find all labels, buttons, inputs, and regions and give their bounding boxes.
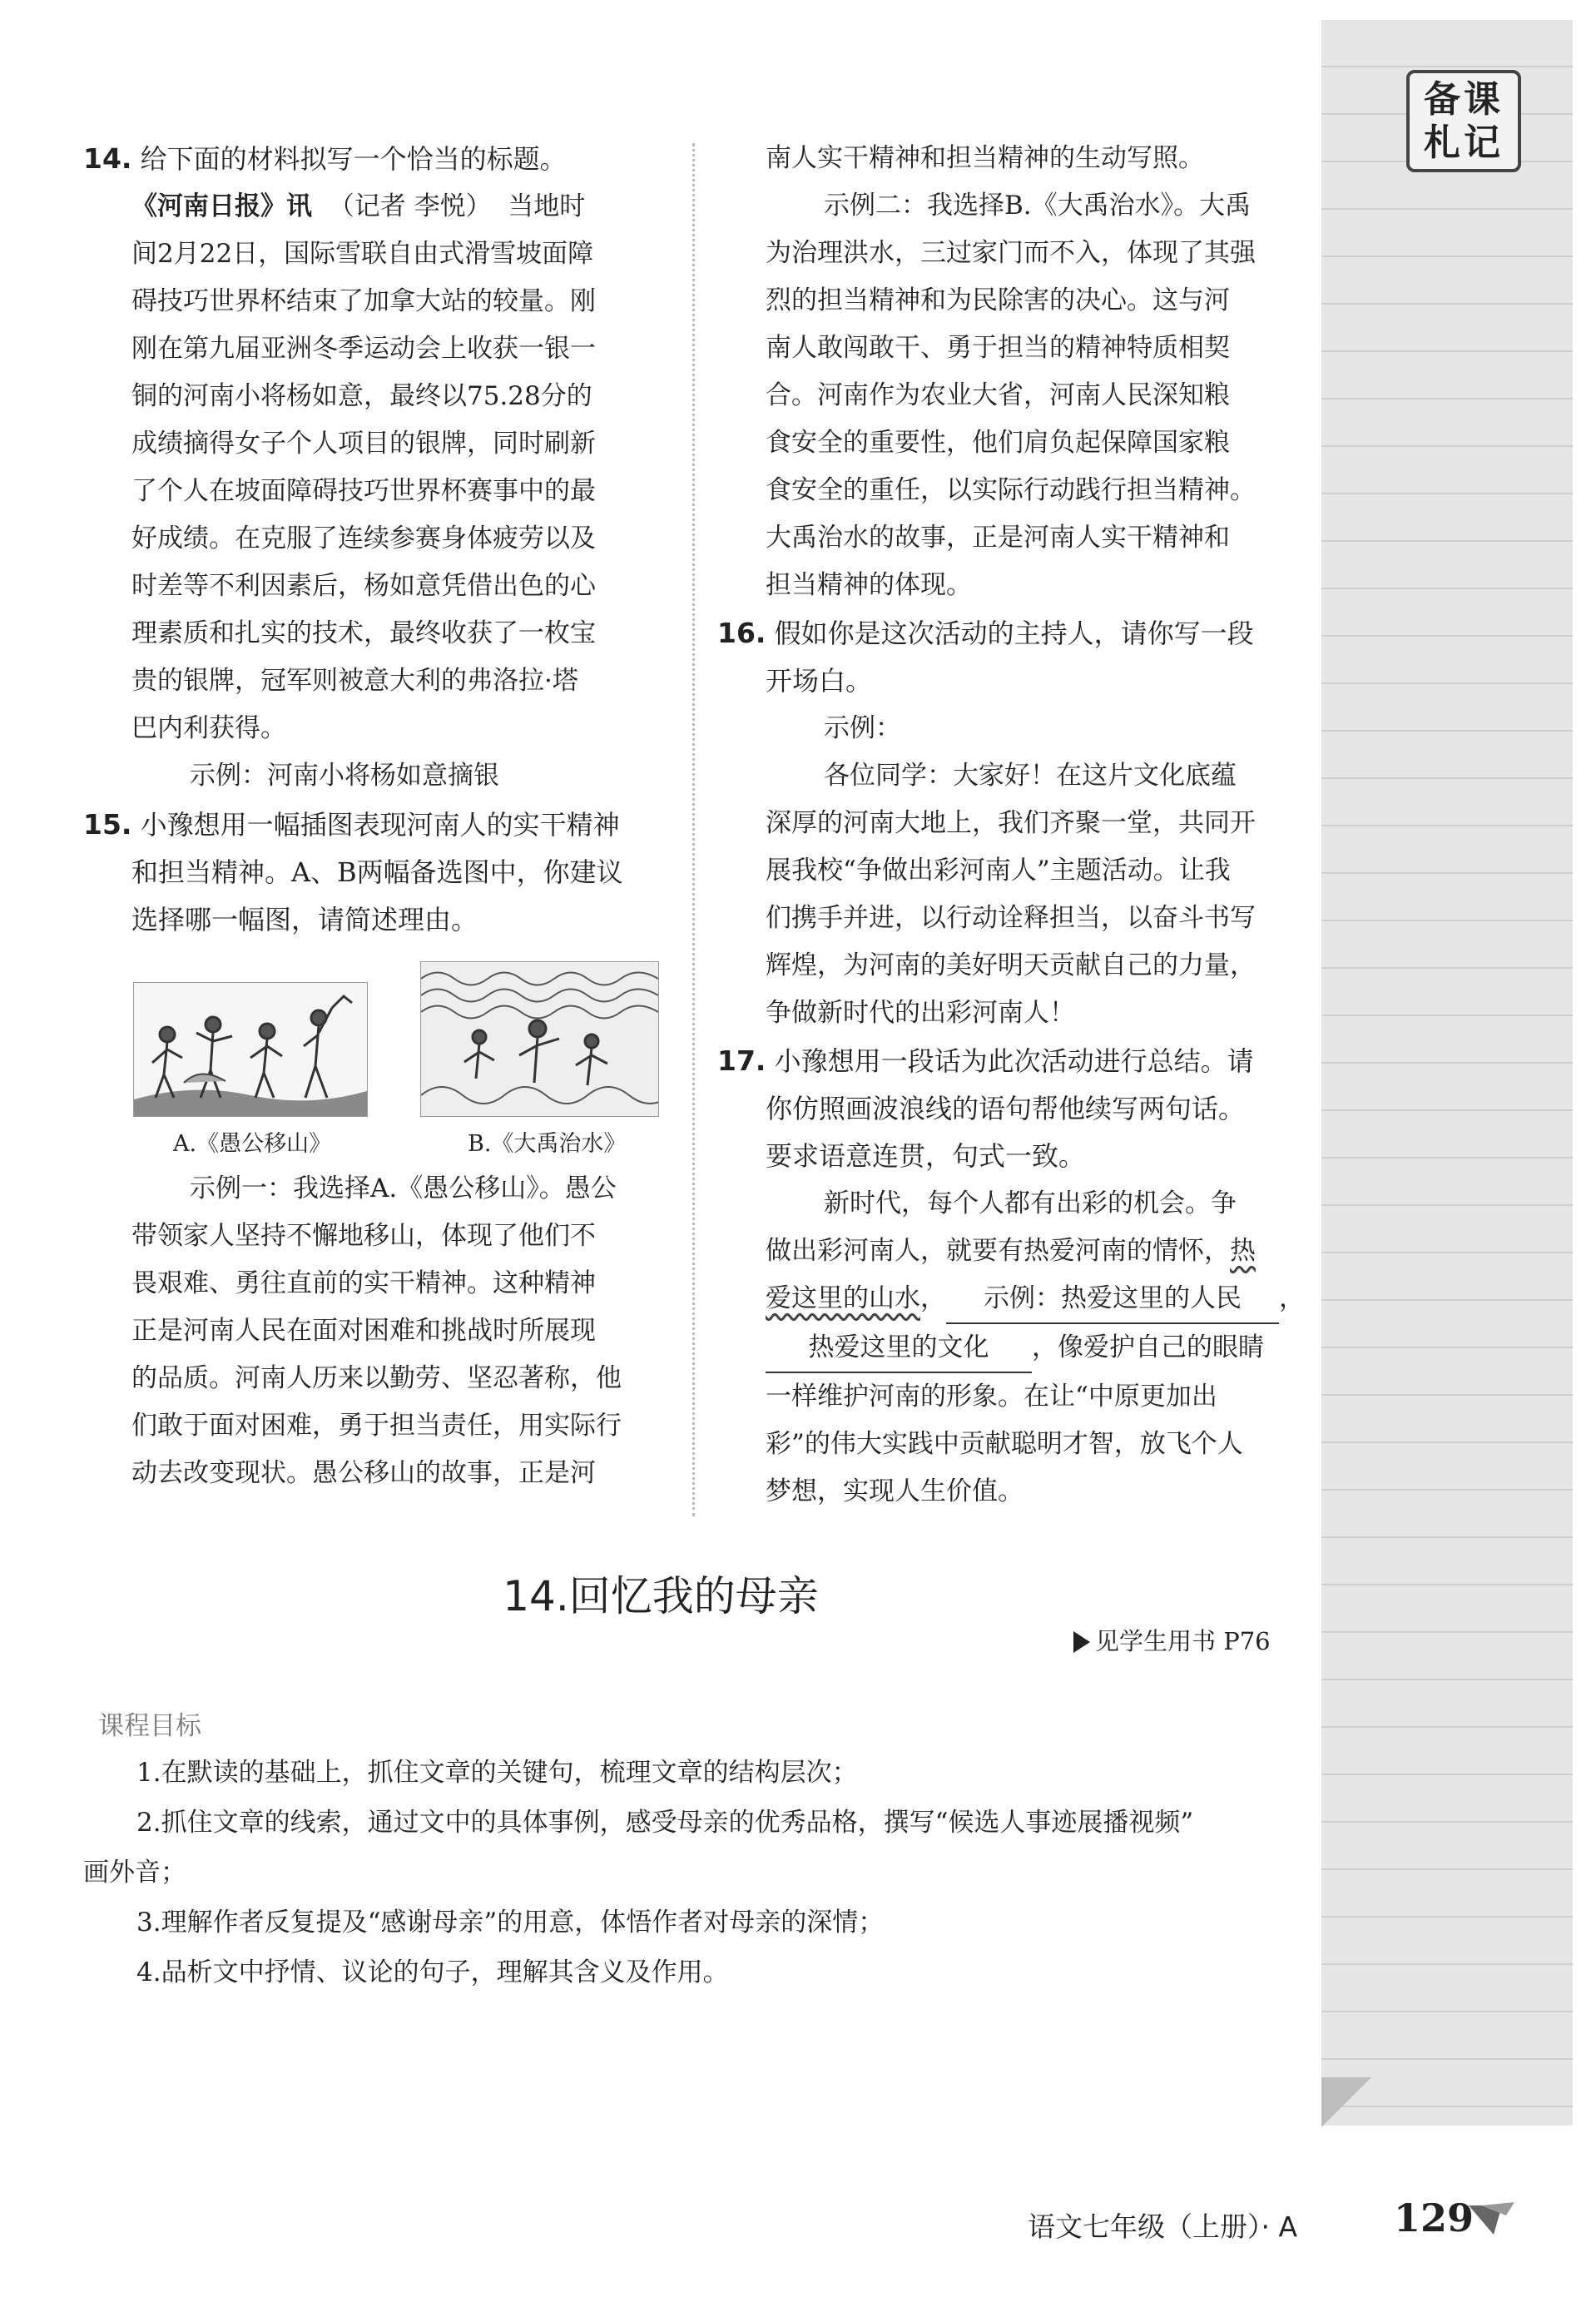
q17-prompt: 小豫想用一段话为此次活动进行总结。请 bbox=[774, 1045, 1254, 1077]
book-title: 语文七年级（上册）· A bbox=[1028, 2210, 1298, 2243]
q15-answer-line: 南人实干精神和担当精神的生动写照。 bbox=[766, 143, 1204, 173]
q14-source: 《河南日报》讯 bbox=[131, 191, 312, 221]
q17-text-line: 彩”的伟大实践中贡献聪明才智，放飞个人 bbox=[766, 1429, 1243, 1459]
q15-answer-2 bbox=[717, 230, 1316, 609]
q16-example-label: 示例： bbox=[824, 713, 901, 743]
q17-text-line: 新时代，每个人都有出彩的机会。争 bbox=[824, 1188, 1237, 1218]
q15-answer2-line: 食安全的重要性，他们肩负起保障国家粮 bbox=[766, 428, 1230, 458]
q15-prompt: 选择哪一幅图，请简述理由。 bbox=[131, 904, 478, 935]
q15-answer-line: 正是河南人民在面对困难和挑战时所展现 bbox=[131, 1316, 596, 1346]
q15-answer2-line: 大禹治水的故事，正是河南人实干精神和 bbox=[766, 523, 1230, 553]
q16-prompt: 假如你是这次活动的主持人，请你写一段 bbox=[774, 618, 1254, 649]
q15-answer-line: 带领家人坚持不懈地移山，体现了他们不 bbox=[131, 1221, 596, 1251]
q15-answer-line: 畏艰难、勇往直前的实干精神。这种精神 bbox=[131, 1268, 596, 1298]
q17-answer-blank-1: 示例：热爱这里的人民 bbox=[946, 1275, 1279, 1324]
lesson-title: 14.回忆我的母亲 bbox=[503, 1572, 819, 1620]
q14-line: 当地时 bbox=[508, 191, 586, 221]
right-column bbox=[717, 135, 1316, 1516]
q14-prompt: 给下面的材料拟写一个恰当的标题。 bbox=[140, 143, 567, 175]
q17-text-line: 一样维护河南的形象。在让“中原更加出 bbox=[766, 1382, 1217, 1412]
notes-margin bbox=[1321, 20, 1573, 2126]
q16-answer-line: 们携手并进，以行动诠释担当，以奋斗书写 bbox=[766, 903, 1256, 933]
q14-line: 成绩摘得女子个人项目的银牌，同时刷新 bbox=[131, 429, 596, 459]
q15-answer-line: 的品质。河南人历来以勤劳、坚忍著称，他 bbox=[131, 1363, 622, 1393]
question-17: 17. 小豫想用一段话为此次活动进行总结。请 你仿照画波浪线的语句帮他续写两句话。 要求语意连贯，句式一致。 新时代，每个人都有出彩的机会。争 做出彩河南人，就要有热爱河南的情怀，热 爱这里的山水， 示例：热爱这里的人民 ， 热爱这里的文化 ，像爱护自己的眼睛 一样维护河南的形象。在让“中原更加出 彩”的伟大实践中贡献聪明才智，放飞个人 梦想，实现人生价值。 bbox=[717, 1037, 1316, 1516]
goal-item: 3.理解作者反复提及“感谢母亲”的用意，体悟作者对母亲的深情； bbox=[136, 1908, 885, 1937]
q15-answer-line: 示例一：我选择A.《愚公移山》。愚公 bbox=[190, 1173, 617, 1203]
q14-line: 巴内利获得。 bbox=[131, 713, 286, 743]
q16-number: 16. bbox=[717, 617, 766, 649]
q17-text-line: 梦想，实现人生价值。 bbox=[766, 1476, 1024, 1506]
q14-answer: 示例：河南小将杨如意摘银 bbox=[190, 761, 499, 791]
goal-item: 1.在默读的基础上，抓住文章的关键句，梳理文章的结构层次； bbox=[136, 1758, 858, 1788]
student-book-reference bbox=[1073, 1623, 1271, 1657]
q17-wavy-text: 热 bbox=[1230, 1236, 1256, 1266]
goal-item: 画外音； bbox=[83, 1858, 186, 1888]
q17-text-line: ，像爱护自己的眼睛 bbox=[1032, 1332, 1264, 1362]
q17-prompt: 你仿照画波浪线的语句帮他续写两句话。 bbox=[766, 1093, 1246, 1124]
question-16 bbox=[717, 609, 1316, 1037]
q15-answer2-line: 烈的担当精神和为民除害的决心。这与河 bbox=[766, 285, 1230, 315]
corner-ornament-icon bbox=[1465, 2197, 1523, 2239]
q16-answer-line: 争做新时代的出彩河南人！ bbox=[766, 998, 1075, 1028]
q15-answer2-line: 担当精神的体现。 bbox=[766, 570, 972, 600]
page-fold bbox=[1321, 2077, 1371, 2127]
q14-line: 间2月22日，国际雪联自由式滑雪坡面障 bbox=[131, 239, 594, 269]
q14-body bbox=[83, 231, 682, 752]
q14-line: 好成绩。在克服了连续参赛身体疲劳以及 bbox=[131, 523, 596, 553]
q14-line: 刚在第九届亚洲冬季运动会上收获一银一 bbox=[131, 334, 596, 364]
q14-line: 贵的银牌，冠军则被意大利的弗洛拉·塔 bbox=[131, 666, 578, 696]
badge-line2: 札记 bbox=[1424, 121, 1504, 164]
question-14 bbox=[83, 135, 682, 800]
q14-line: 时差等不利因素后，杨如意凭借出色的心 bbox=[131, 571, 596, 601]
q15-prompt: 小豫想用一幅插图表现河南人的实干精神 bbox=[140, 809, 620, 841]
q14-line: 理素质和扎实的技术，最终收获了一枚宝 bbox=[131, 618, 596, 648]
page-number: 129 bbox=[1394, 2195, 1475, 2240]
q16-answer-line: 深厚的河南大地上，我们齐聚一堂，共同开 bbox=[766, 808, 1256, 838]
goals-label: 课程目标 bbox=[98, 1711, 201, 1741]
q14-reporter: （记者 李悦） bbox=[328, 191, 492, 221]
triangle-icon bbox=[1073, 1631, 1090, 1653]
goal-item: 2.抓住文章的线索，通过文中的具体事例，感受母亲的优秀品格，撰写“候选人事迹展播视频” bbox=[136, 1808, 1194, 1838]
q17-text-line: 做出彩河南人，就要有热爱河南的情怀， bbox=[766, 1236, 1230, 1266]
q16-answer-line: 展我校“争做出彩河南人”主题活动。让我 bbox=[766, 856, 1231, 886]
question-15 bbox=[83, 801, 682, 944]
q15-number: 15. bbox=[83, 808, 132, 841]
q17-answer-blank-2: 热爱这里的文化 bbox=[766, 1324, 1032, 1373]
q15-prompt: 和担当精神。A、B两幅备选图中，你建议 bbox=[131, 856, 623, 888]
q15-answer2-line: 南人敢闯敢干、勇于担当的精神特质相契 bbox=[766, 333, 1230, 363]
q17-separator: ， bbox=[920, 1283, 946, 1313]
q14-number: 14. bbox=[83, 142, 132, 175]
q15-answer-1 bbox=[83, 1165, 682, 1497]
q15-answer2-line: 食安全的重任，以实际行动践行担当精神。 bbox=[766, 475, 1256, 505]
caption-a: A.《愚公移山》 bbox=[173, 1131, 332, 1157]
q16-answer-line: 辉煌，为河南的美好明天贡献自己的力量， bbox=[766, 950, 1256, 980]
q16-answer-line: 各位同学：大家好！在这片文化底蕴 bbox=[824, 761, 1237, 791]
q14-line: 碍技巧世界杯结束了加拿大站的较量。刚 bbox=[131, 286, 596, 316]
column-divider bbox=[692, 143, 695, 1516]
q17-wavy-text: 爱这里的山水 bbox=[766, 1283, 920, 1313]
course-goals bbox=[83, 1748, 1315, 1997]
goal-item: 4.品析文中抒情、议论的句子，理解其含义及作用。 bbox=[136, 1957, 729, 1987]
q14-line: 铜的河南小将杨如意，最终以75.28分的 bbox=[131, 381, 592, 411]
badge-line1: 备课 bbox=[1424, 77, 1504, 121]
caption-b: B.《大禹治水》 bbox=[468, 1131, 627, 1157]
notes-badge bbox=[1406, 70, 1521, 172]
q17-number: 17. bbox=[717, 1044, 766, 1077]
q15-answer-line: 们敢于面对困难，勇于担当责任，用实际行 bbox=[131, 1411, 622, 1441]
illustration-dayu bbox=[420, 961, 659, 1117]
q14-line: 了个人在坡面障碍技巧世界杯赛事中的最 bbox=[131, 476, 596, 506]
q15-answer2-line: 为治理洪水，三过家门而不入，体现了其强 bbox=[766, 238, 1256, 268]
illustration-yugong bbox=[133, 982, 368, 1117]
q15-answer2-line: 合。河南作为农业大省，河南人民深知粮 bbox=[766, 380, 1230, 410]
q16-prompt: 开场白。 bbox=[766, 665, 873, 697]
q15-answer-line: 动去改变现状。愚公移山的故事，正是河 bbox=[131, 1458, 596, 1488]
q17-prompt: 要求语意连贯，句式一致。 bbox=[766, 1140, 1086, 1172]
reference-text: 见学生用书 P76 bbox=[1095, 1627, 1271, 1655]
q15-answer2-line: 示例二：我选择B.《大禹治水》。大禹 bbox=[824, 191, 1252, 221]
